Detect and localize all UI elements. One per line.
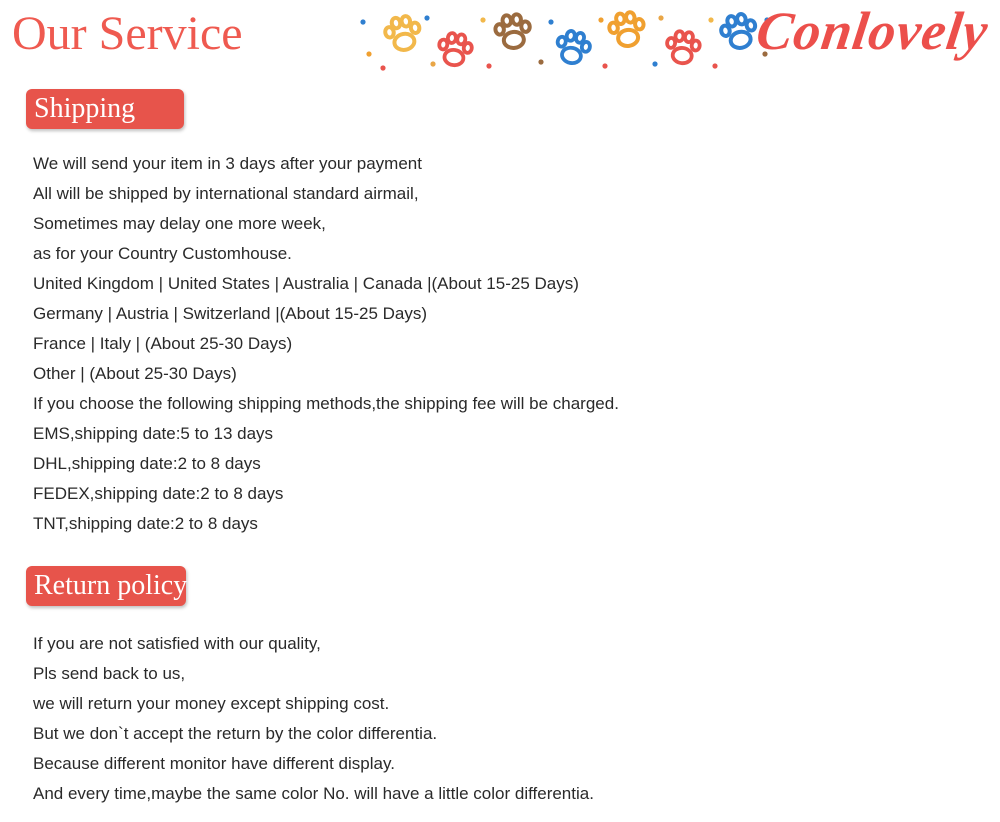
shipping-line: FEDEX,shipping date:2 to 8 days [33,484,284,503]
shipping-line: We will send your item in 3 days after your payment [33,154,422,173]
paw-print-icon [383,14,423,53]
shipping-line: EMS,shipping date:5 to 13 days [33,424,274,443]
paw-print-icon [494,13,532,50]
shipping-line: Other | (About 25-30 Days) [33,364,237,383]
confetti-dot-icon [712,63,717,68]
return-policy-heading: Return policy [26,566,186,606]
return-policy-line: And every time,maybe the same color No. will have a little color differentia. [33,784,594,803]
confetti-dot-icon [602,63,607,68]
paw-prints-banner [355,4,775,76]
confetti-dot-icon [366,51,371,56]
paw-print-icon [608,11,647,49]
return-policy-line: But we don`t accept the return by the color differentia. [33,724,438,743]
confetti-dot-icon [486,63,491,68]
confetti-dot-icon [360,19,365,24]
shipping-line: as for your Country Customhouse. [33,244,292,263]
shipping-line: TNT,shipping date:2 to 8 days [33,514,258,533]
confetti-dot-icon [652,61,657,66]
confetti-dot-icon [548,19,553,24]
return-policy-line: Because different monitor have different display. [33,754,395,773]
confetti-dot-icon [424,15,429,20]
shipping-line: Germany | Austria | Switzerland |(About 15-25 Days) [33,304,428,323]
paw-print-icon [554,29,593,67]
paw-print-icon [437,32,474,68]
confetti-dot-icon [538,59,543,64]
shipping-line: If you choose the following shipping methods,the shipping fee will be charged. [33,394,619,413]
return-policy-line: If you are not satisfied with our quality, [33,634,321,653]
confetti-dot-icon [480,17,485,22]
paw-print-icon [719,12,760,52]
confetti-dot-icon [430,61,435,66]
return-policy-line: we will return your money except shipping cost. [33,694,390,713]
confetti-dot-icon [708,17,713,22]
shipping-line: All will be shipped by international standard airmail, [33,184,419,203]
page-title: Our Service [12,7,243,60]
shipping-info-list [33,149,619,539]
shipping-line: United Kingdom | United States | Australia | Canada |(About 15-25 Days) [33,274,579,293]
shipping-line: DHL,shipping date:2 to 8 days [33,454,261,473]
confetti-dot-icon [598,17,603,22]
confetti-dot-icon [658,15,663,20]
brand-logo: Conlovely [752,1,993,61]
paw-print-icon [665,30,701,65]
shipping-line: Sometimes may delay one more week, [33,214,326,233]
return-policy-list [33,629,594,809]
shipping-line: France | Italy | (About 25-30 Days) [33,334,293,353]
confetti-dot-icon [380,65,385,70]
shipping-heading: Shipping [26,89,184,129]
return-policy-line: Pls send back to us, [33,664,186,683]
